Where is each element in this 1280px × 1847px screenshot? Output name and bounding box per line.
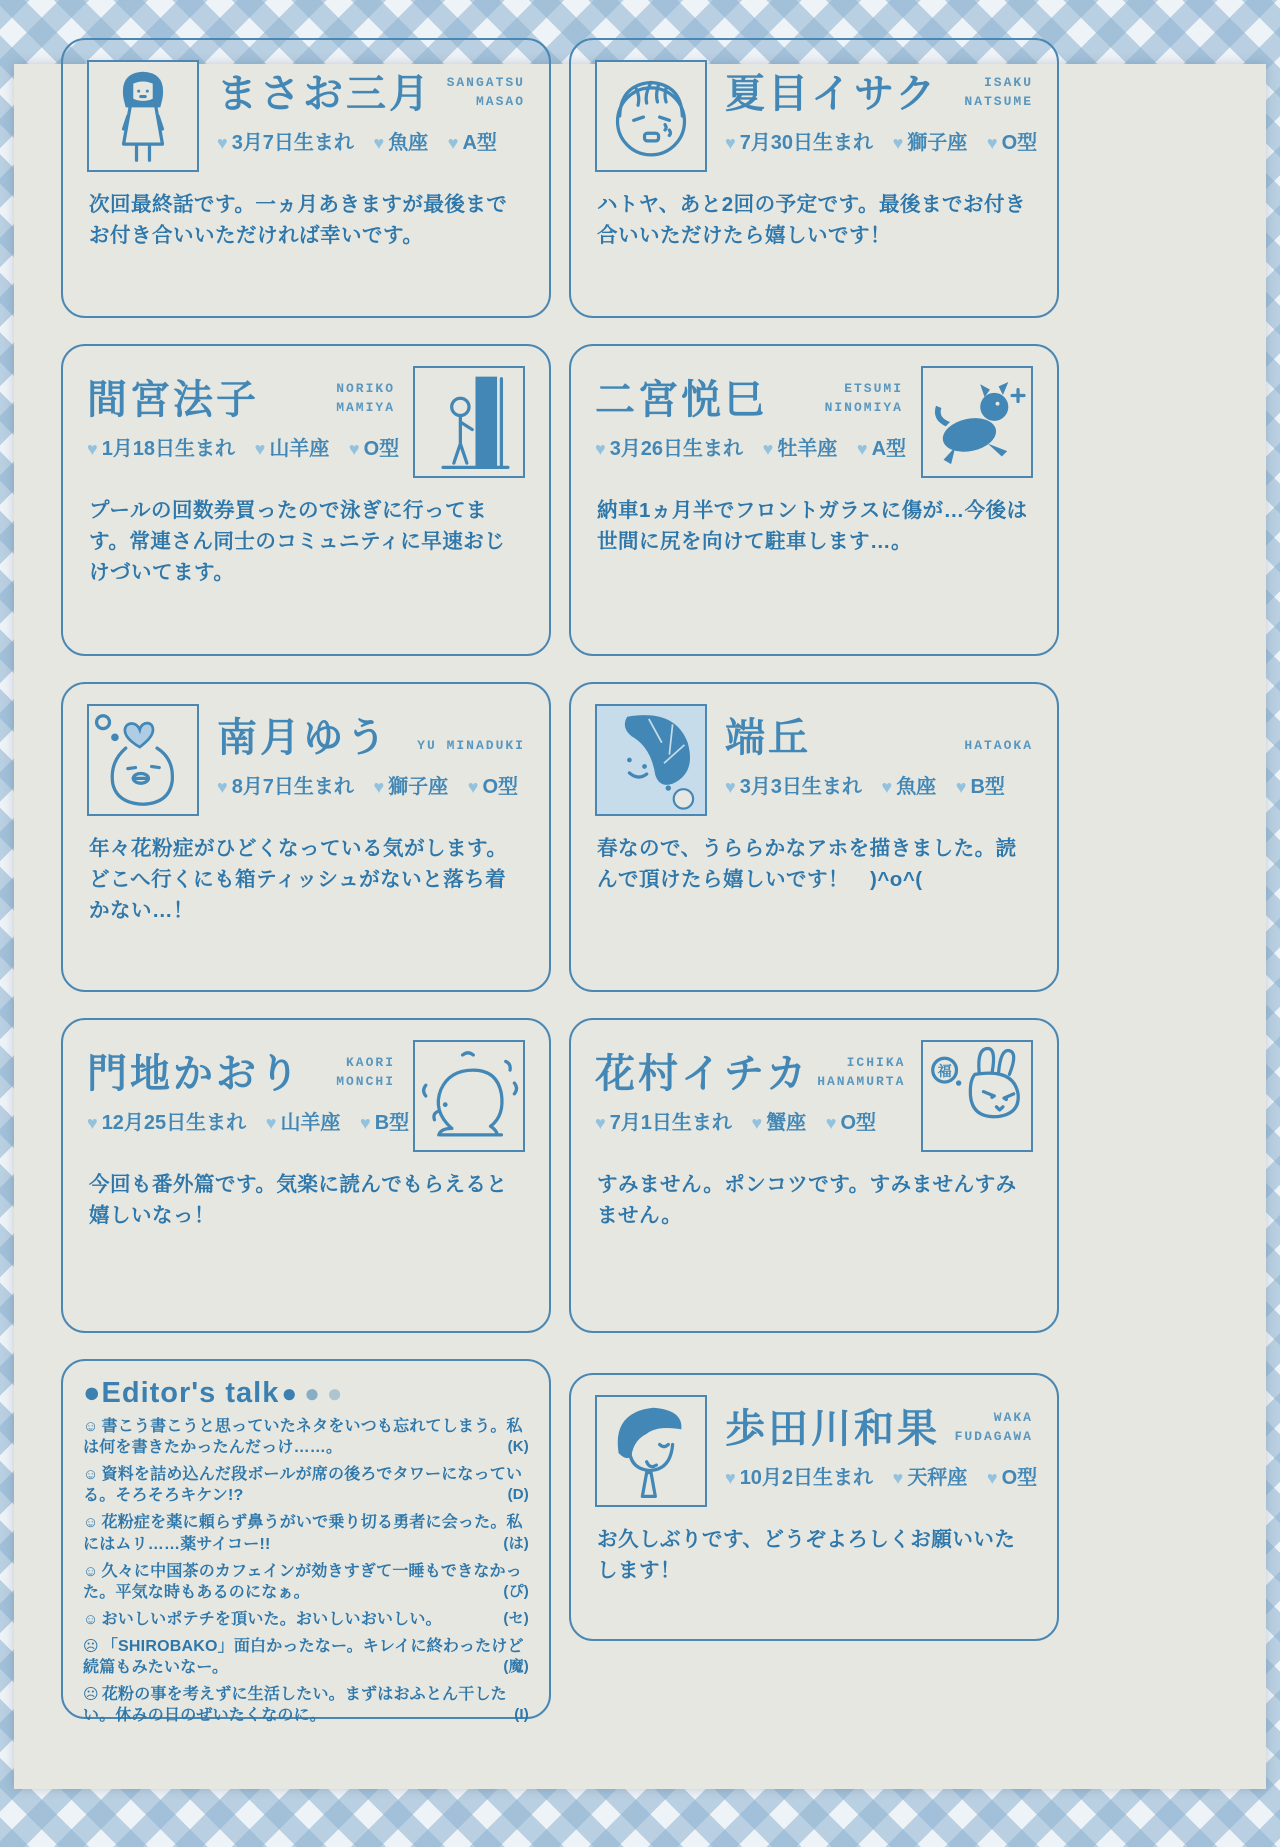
author-stats bbox=[725, 126, 1038, 155]
stat-bloodtype: ♥ A型 bbox=[448, 132, 497, 154]
editor-entry bbox=[83, 1561, 529, 1603]
romaji-line: SANGATSU bbox=[446, 75, 525, 91]
card-header bbox=[571, 684, 1057, 816]
swoosh-hair-face-avatar-icon bbox=[595, 1395, 707, 1507]
editor-entry-text: 資料を詰め込んだ段ボールが席の後ろでタワーになっている。そろそろキケン!? bbox=[83, 1466, 523, 1505]
author-romaji bbox=[825, 380, 903, 422]
editor-entry-signature: (K) bbox=[507, 1438, 529, 1456]
editor-entry-signature: (魔) bbox=[503, 1658, 529, 1676]
stat-birthday: ♥ 3月7日生まれ bbox=[217, 132, 354, 154]
stat-bloodtype: ♥ B型 bbox=[360, 1112, 409, 1134]
author-stats bbox=[87, 1106, 410, 1135]
stat-zodiac: ♥ 山羊座 bbox=[255, 438, 330, 460]
romaji-line: ICHIKA bbox=[846, 1055, 906, 1071]
running-cat-avatar-icon bbox=[921, 366, 1033, 478]
editor-entry bbox=[83, 1512, 529, 1554]
editors-talk-box bbox=[61, 1359, 551, 1725]
editor-entry-text: 「SHIROBAKO」面白かったなー。キレイに終わったけど続篇もみたいなー。 bbox=[83, 1637, 524, 1677]
romaji-line: MASAO bbox=[475, 94, 525, 110]
card-header-text bbox=[725, 60, 1038, 172]
romaji-line: ISAKU bbox=[983, 75, 1033, 91]
editor-entry-signature: (は) bbox=[503, 1534, 529, 1552]
author-name: 歩田川和果 bbox=[725, 1407, 940, 1451]
romaji-line: NORIKO bbox=[336, 381, 395, 397]
stat-birthday: ♥ 3月26日生まれ bbox=[595, 438, 743, 460]
stat-birthday: ♥ 1月18日生まれ bbox=[87, 438, 235, 460]
romaji-line: KAORI bbox=[345, 1055, 395, 1071]
card-header bbox=[63, 40, 549, 172]
author-card-kaori-monchi bbox=[61, 1018, 551, 1333]
editor-entry-signature: (セ) bbox=[503, 1609, 529, 1627]
author-romaji bbox=[336, 380, 395, 422]
editor-entry-text: 久々に中国茶のカフェインが効きすぎて一睡もできなかった。平気な時もあるのになぁ。 bbox=[83, 1562, 522, 1601]
romaji-line: FUDAGAWA bbox=[954, 1429, 1033, 1445]
author-comment: 納車1ヵ月半でフロントガラスに傷が…今後は世間に尻を向けて駐車します…。 bbox=[597, 499, 1028, 553]
stat-bloodtype: ♥ O型 bbox=[826, 1112, 876, 1134]
card-header bbox=[571, 1375, 1057, 1507]
author-comment: ハトヤ、あと2回の予定です。最後までお付き合いいただけたら嬉しいです！ bbox=[597, 193, 1027, 247]
card-header bbox=[571, 40, 1057, 172]
title-dot-icon: ● bbox=[326, 1378, 344, 1408]
author-comment: お久しぶりです、どうぞよろしくお願いいたします！ bbox=[597, 1528, 1016, 1582]
stat-bloodtype: ♥ O型 bbox=[987, 1467, 1037, 1489]
card-header-text bbox=[217, 60, 525, 172]
stat-zodiac: ♥ 獅子座 bbox=[893, 132, 968, 154]
card-header-text bbox=[725, 1395, 1038, 1507]
card-header-text bbox=[725, 704, 1033, 816]
author-stats bbox=[217, 126, 525, 155]
person-by-pillar-avatar-icon bbox=[413, 366, 525, 478]
helmet-hair-face-avatar-icon bbox=[595, 704, 707, 816]
row-2 bbox=[61, 344, 1280, 656]
editor-entry-text: 書こう書こうと思っていたネタをいつも忘れてしまう。私は何を書きたかったんだっけ……。 bbox=[83, 1418, 523, 1457]
smiley-icon: ☺ bbox=[83, 1418, 99, 1435]
card-header-text bbox=[87, 366, 400, 478]
author-stats bbox=[725, 770, 1033, 799]
smiley-icon: ☺ bbox=[83, 1514, 99, 1532]
editor-entry-text: おいしいポテチを頂いた。おいしいおいしい。 bbox=[101, 1610, 442, 1628]
fuku-kanji-in-bubble: 福 bbox=[937, 1063, 952, 1080]
stat-bloodtype: ♥ O型 bbox=[468, 776, 518, 798]
author-stats bbox=[595, 432, 907, 461]
editor-entry-text: 花粉の事を考えずに生活したい。まずはおふとん干したい。休みの日のぜいたくなのに。 bbox=[83, 1686, 507, 1725]
editor-entry-signature: (D) bbox=[507, 1486, 529, 1504]
author-name: まさお三月 bbox=[217, 72, 432, 116]
author-romaji bbox=[964, 74, 1033, 116]
rabbit-avatar-icon bbox=[921, 1040, 1033, 1152]
author-card-isaku-natsume bbox=[569, 38, 1059, 318]
romaji-line: NATSUME bbox=[964, 94, 1033, 110]
author-name: 南月ゆう bbox=[217, 716, 389, 760]
author-comment: 今回も番外篇です。気楽に読んでもらえると嬉しいなっ！ bbox=[89, 1173, 508, 1227]
card-header bbox=[571, 346, 1057, 478]
editor-entry bbox=[83, 1636, 529, 1678]
row-1 bbox=[61, 38, 1280, 318]
romaji-line: MONCHI bbox=[336, 1074, 395, 1090]
author-card-noriko-mamiya bbox=[61, 344, 551, 656]
smiley-icon: ☺ bbox=[83, 1562, 99, 1580]
stat-birthday: ♥ 7月1日生まれ bbox=[595, 1112, 732, 1134]
author-card-waka-fudagawa bbox=[569, 1373, 1059, 1641]
editor-entry-signature: (I) bbox=[514, 1706, 529, 1724]
frowny-icon: ☹ bbox=[83, 1686, 99, 1704]
trembling-creature-avatar-icon bbox=[413, 1040, 525, 1152]
editor-entry bbox=[83, 1416, 529, 1458]
stat-birthday: ♥ 12月25日生まれ bbox=[87, 1112, 246, 1134]
card-header bbox=[63, 346, 549, 478]
stat-zodiac: ♥ 魚座 bbox=[882, 776, 937, 798]
editor-entry bbox=[83, 1684, 529, 1726]
card-header bbox=[63, 1020, 549, 1152]
romaji-line: NINOMIYA bbox=[824, 400, 903, 416]
editor-entry-signature: (ぴ) bbox=[503, 1582, 529, 1600]
stat-zodiac: ♥ 牡羊座 bbox=[763, 438, 838, 460]
author-comment: 年々花粉症がひどくなっている気がします。どこへ行くにも箱ティッシュがないと落ち着かない…！ bbox=[89, 837, 508, 922]
card-header-text bbox=[595, 1040, 906, 1152]
stat-zodiac: ♥ 獅子座 bbox=[374, 776, 449, 798]
editor-entry-text: 花粉症を薬に頼らず鼻うがいで乗り切る勇者に会った。私にはムリ……薬サイコー!! bbox=[83, 1514, 523, 1553]
stat-birthday: ♥ 3月3日生まれ bbox=[725, 776, 862, 798]
editor-entry bbox=[83, 1609, 529, 1630]
author-romaji bbox=[336, 1054, 395, 1096]
author-card-yu-minaduki bbox=[61, 682, 551, 992]
card-header bbox=[571, 1020, 1057, 1152]
author-comment: 次回最終話です。一ヵ月あきますが最後までお付き合いいただければ幸いです。 bbox=[89, 193, 508, 247]
stat-birthday: ♥ 8月7日生まれ bbox=[217, 776, 354, 798]
author-name: 門地かおり bbox=[87, 1052, 302, 1096]
author-stats bbox=[217, 770, 525, 799]
stat-birthday: ♥ 10月2日生まれ bbox=[725, 1467, 873, 1489]
romaji-line: MAMIYA bbox=[336, 400, 395, 416]
smiley-icon: ☺ bbox=[83, 1466, 99, 1484]
author-comment: すみません。ポンコツです。すみませんすみません。 bbox=[597, 1173, 1017, 1227]
frowny-icon: ☹ bbox=[83, 1637, 99, 1655]
author-romaji bbox=[955, 1409, 1033, 1451]
stat-birthday: ♥ 7月30日生まれ bbox=[725, 132, 873, 154]
author-romaji bbox=[447, 74, 525, 116]
author-card-hataoka bbox=[569, 682, 1059, 992]
author-romaji bbox=[417, 737, 525, 760]
row-4 bbox=[61, 1018, 1280, 1333]
author-comment: プールの回数券買ったので泳ぎに行ってます。常連さん同士のコミュニティに早速おじけづいてます。 bbox=[89, 499, 506, 584]
stat-zodiac: ♥ 蟹座 bbox=[752, 1112, 807, 1134]
author-name: 花村イチカ bbox=[595, 1052, 810, 1096]
card-header-text bbox=[595, 366, 907, 478]
stat-zodiac: ♥ 天秤座 bbox=[893, 1467, 968, 1489]
stat-bloodtype: ♥ O型 bbox=[349, 438, 399, 460]
card-header-text bbox=[87, 1040, 410, 1152]
author-stats bbox=[87, 432, 400, 461]
stat-bloodtype: ♥ O型 bbox=[987, 132, 1037, 154]
author-name: 二宮悦巳 bbox=[595, 378, 767, 422]
girl-standing-avatar-icon bbox=[87, 60, 199, 172]
author-romaji bbox=[817, 1054, 905, 1096]
romaji-line: HATAOKA bbox=[964, 738, 1033, 754]
author-romaji bbox=[964, 737, 1033, 760]
author-comment: 春なので、うららかなアホを描きました。読んで頂けたら嬉しいです！ )^o^( bbox=[597, 837, 1017, 891]
editors-talk-title bbox=[83, 1377, 529, 1410]
stat-bloodtype: ♥ B型 bbox=[956, 776, 1005, 798]
romaji-line: ETSUMI bbox=[844, 381, 903, 397]
stat-zodiac: ♥ 魚座 bbox=[374, 132, 429, 154]
row-5 bbox=[61, 1359, 1280, 1725]
romaji-line: HANAMURTA bbox=[817, 1074, 906, 1090]
card-header-text bbox=[217, 704, 525, 816]
author-stats bbox=[725, 1461, 1038, 1490]
title-dot-icon: ● bbox=[281, 1378, 299, 1408]
author-name: 端丘 bbox=[725, 716, 811, 760]
author-card-ichika-hanamurta bbox=[569, 1018, 1059, 1333]
row-3 bbox=[61, 682, 1280, 992]
author-name: 間宮法子 bbox=[87, 378, 259, 422]
card-header bbox=[63, 684, 549, 816]
author-stats bbox=[595, 1106, 903, 1135]
author-card-etsumi-ninomiya bbox=[569, 344, 1059, 656]
romaji-line: WAKA bbox=[993, 1410, 1033, 1426]
stat-zodiac: ♥ 山羊座 bbox=[266, 1112, 341, 1134]
smiley-icon: ☺ bbox=[83, 1610, 99, 1628]
editors-talk-title-text: ●Editor's talk bbox=[83, 1377, 280, 1409]
bob-haircut-face-avatar-icon bbox=[595, 60, 707, 172]
romaji-line: YU MINADUKI bbox=[417, 738, 525, 754]
editor-entry bbox=[83, 1464, 529, 1506]
author-card-sangatsu-masao bbox=[61, 38, 551, 318]
title-dot-icon: ● bbox=[304, 1378, 321, 1408]
chick-with-heart-avatar-icon bbox=[87, 704, 199, 816]
author-name: 夏目イサク bbox=[725, 72, 939, 116]
stat-bloodtype: ♥ A型 bbox=[857, 438, 906, 460]
